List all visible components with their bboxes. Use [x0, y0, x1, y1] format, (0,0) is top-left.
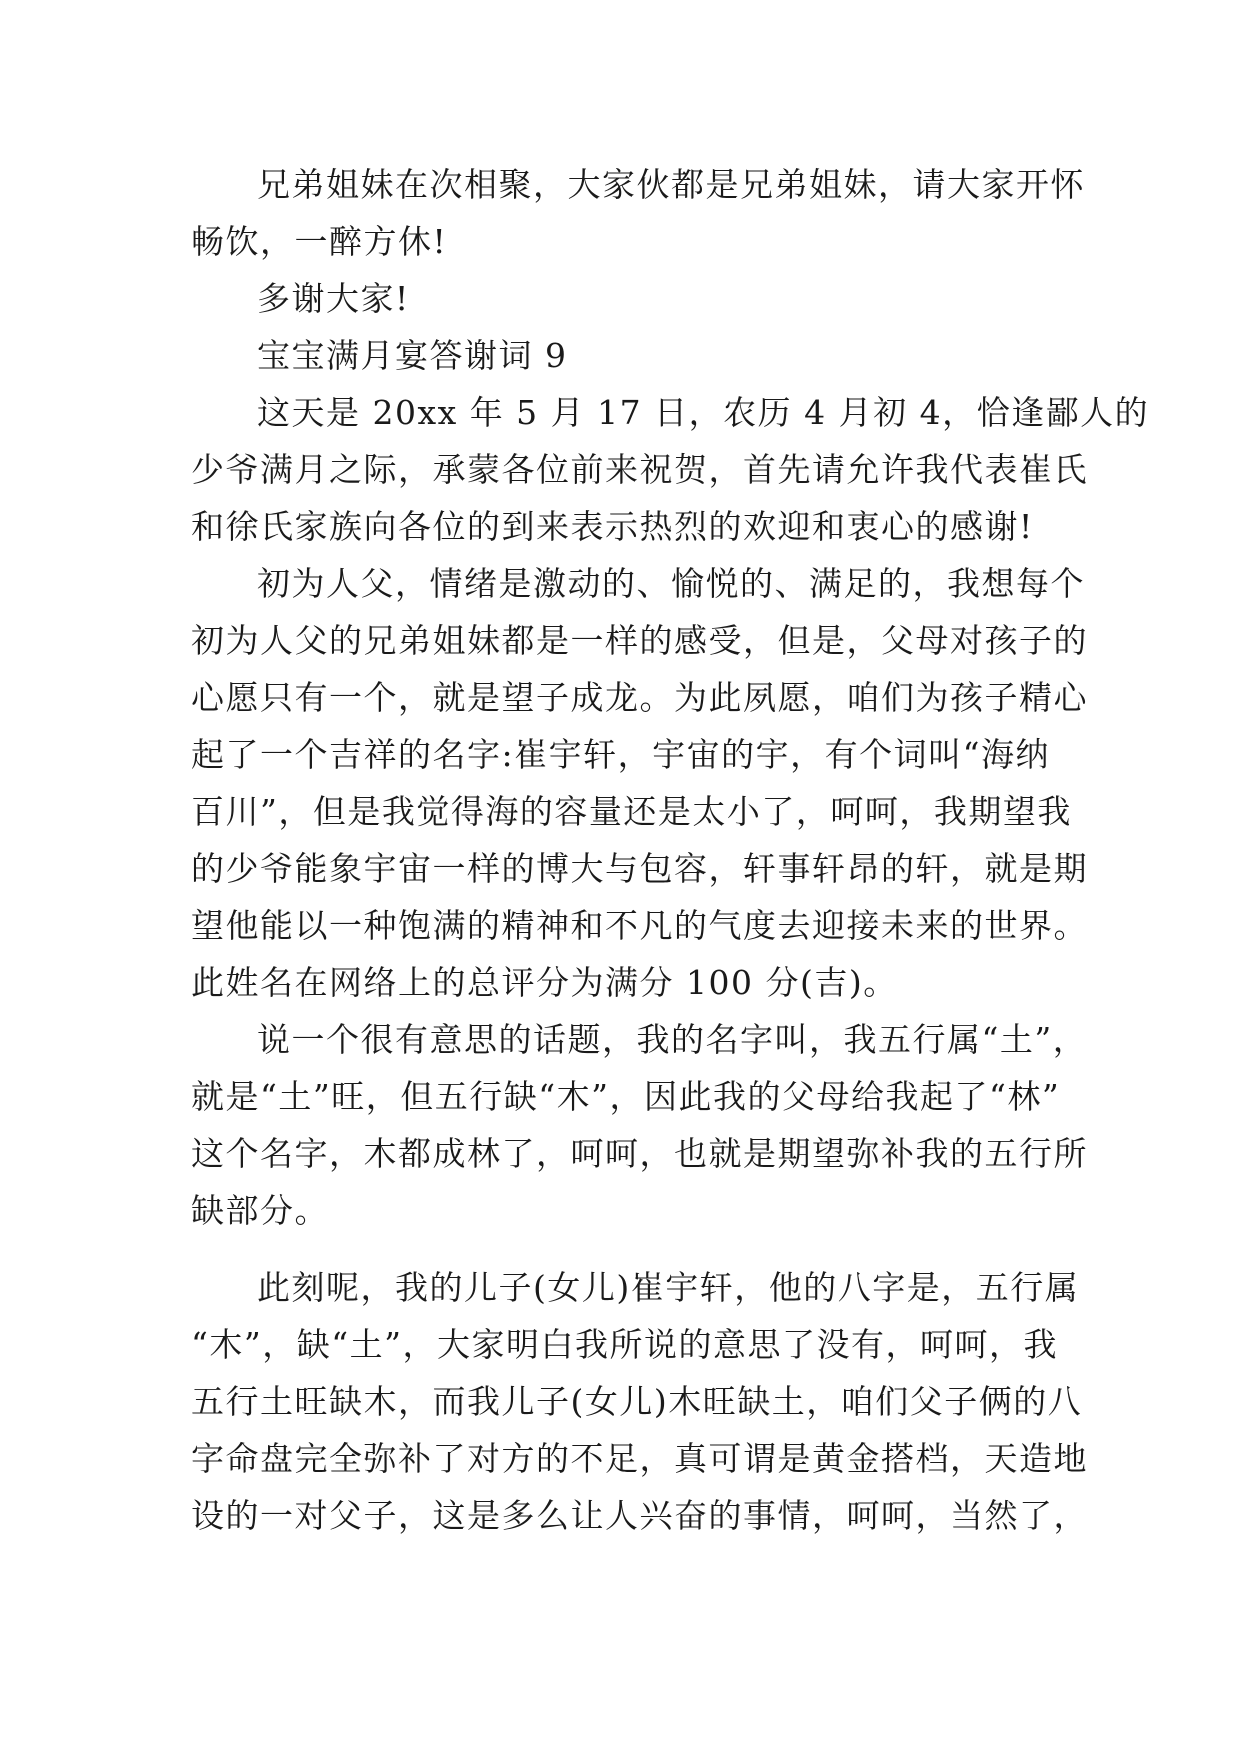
paragraph-line: 百川”，但是我觉得海的容量还是太小了，呵呵，我期望我 — [191, 792, 1072, 831]
paragraph-line: 和徐氏家族向各位的到来表示热烈的欢迎和衷心的感谢! — [191, 507, 1034, 546]
paragraph-line: 心愿只有一个，就是望子成龙。为此夙愿，咱们为孩子精心 — [191, 678, 1088, 717]
paragraph-line: 兄弟姐妹在次相聚，大家伙都是兄弟姐妹，请大家开怀 — [257, 165, 1085, 204]
paragraph-line: 五行土旺缺木，而我儿子(女儿)木旺缺土，咱们父子俩的八 — [191, 1382, 1083, 1421]
paragraph-line: “木”，缺“土”，大家明白我所说的意思了没有，呵呵，我 — [191, 1325, 1058, 1364]
paragraph-line: 少爷满月之际，承蒙各位前来祝贺，首先请允许我代表崔氏 — [191, 450, 1088, 489]
paragraph-line: 畅饮，一醉方休! — [191, 222, 448, 261]
paragraph-line: 初为人父的兄弟姐妹都是一样的感受，但是，父母对孩子的 — [191, 621, 1088, 660]
paragraph-line: 此刻呢，我的儿子(女儿)崔宇轩，他的八字是，五行属 — [257, 1268, 1080, 1307]
paragraph-line: 起了一个吉祥的名字:崔宇轩，宇宙的宇，有个词叫“海纳 — [191, 735, 1050, 774]
section-title: 宝宝满月宴答谢词 9 — [257, 336, 568, 375]
paragraph-line: 望他能以一种饱满的精神和不凡的气度去迎接未来的世界。 — [191, 906, 1088, 945]
paragraph-line: 的少爷能象宇宙一样的博大与包容，轩事轩昂的轩，就是期 — [191, 849, 1088, 888]
paragraph-line: 字命盘完全弥补了对方的不足，真可谓是黄金搭档，天造地 — [191, 1439, 1088, 1478]
paragraph-line: 这个名字，木都成林了，呵呵，也就是期望弥补我的五行所 — [191, 1134, 1088, 1173]
paragraph-line: 多谢大家! — [257, 279, 410, 318]
paragraph-line: 缺部分。 — [191, 1191, 329, 1230]
paragraph-line: 这天是 20xx 年 5 月 17 日，农历 4 月初 4，恰逢鄙人的 — [257, 393, 1150, 432]
paragraph-line: 初为人父，情绪是激动的、愉悦的、满足的，我想每个 — [257, 564, 1085, 603]
paragraph-line: 此姓名在网络上的总评分为满分 100 分(吉)。 — [191, 963, 898, 1002]
paragraph-line: 设的一对父子，这是多么让人兴奋的事情，呵呵，当然了， — [191, 1496, 1088, 1535]
paragraph-line: 就是“土”旺，但五行缺“木”，因此我的父母给我起了“林” — [191, 1077, 1061, 1116]
paragraph-line: 说一个很有意思的话题，我的名字叫，我五行属“土”， — [257, 1020, 1088, 1059]
